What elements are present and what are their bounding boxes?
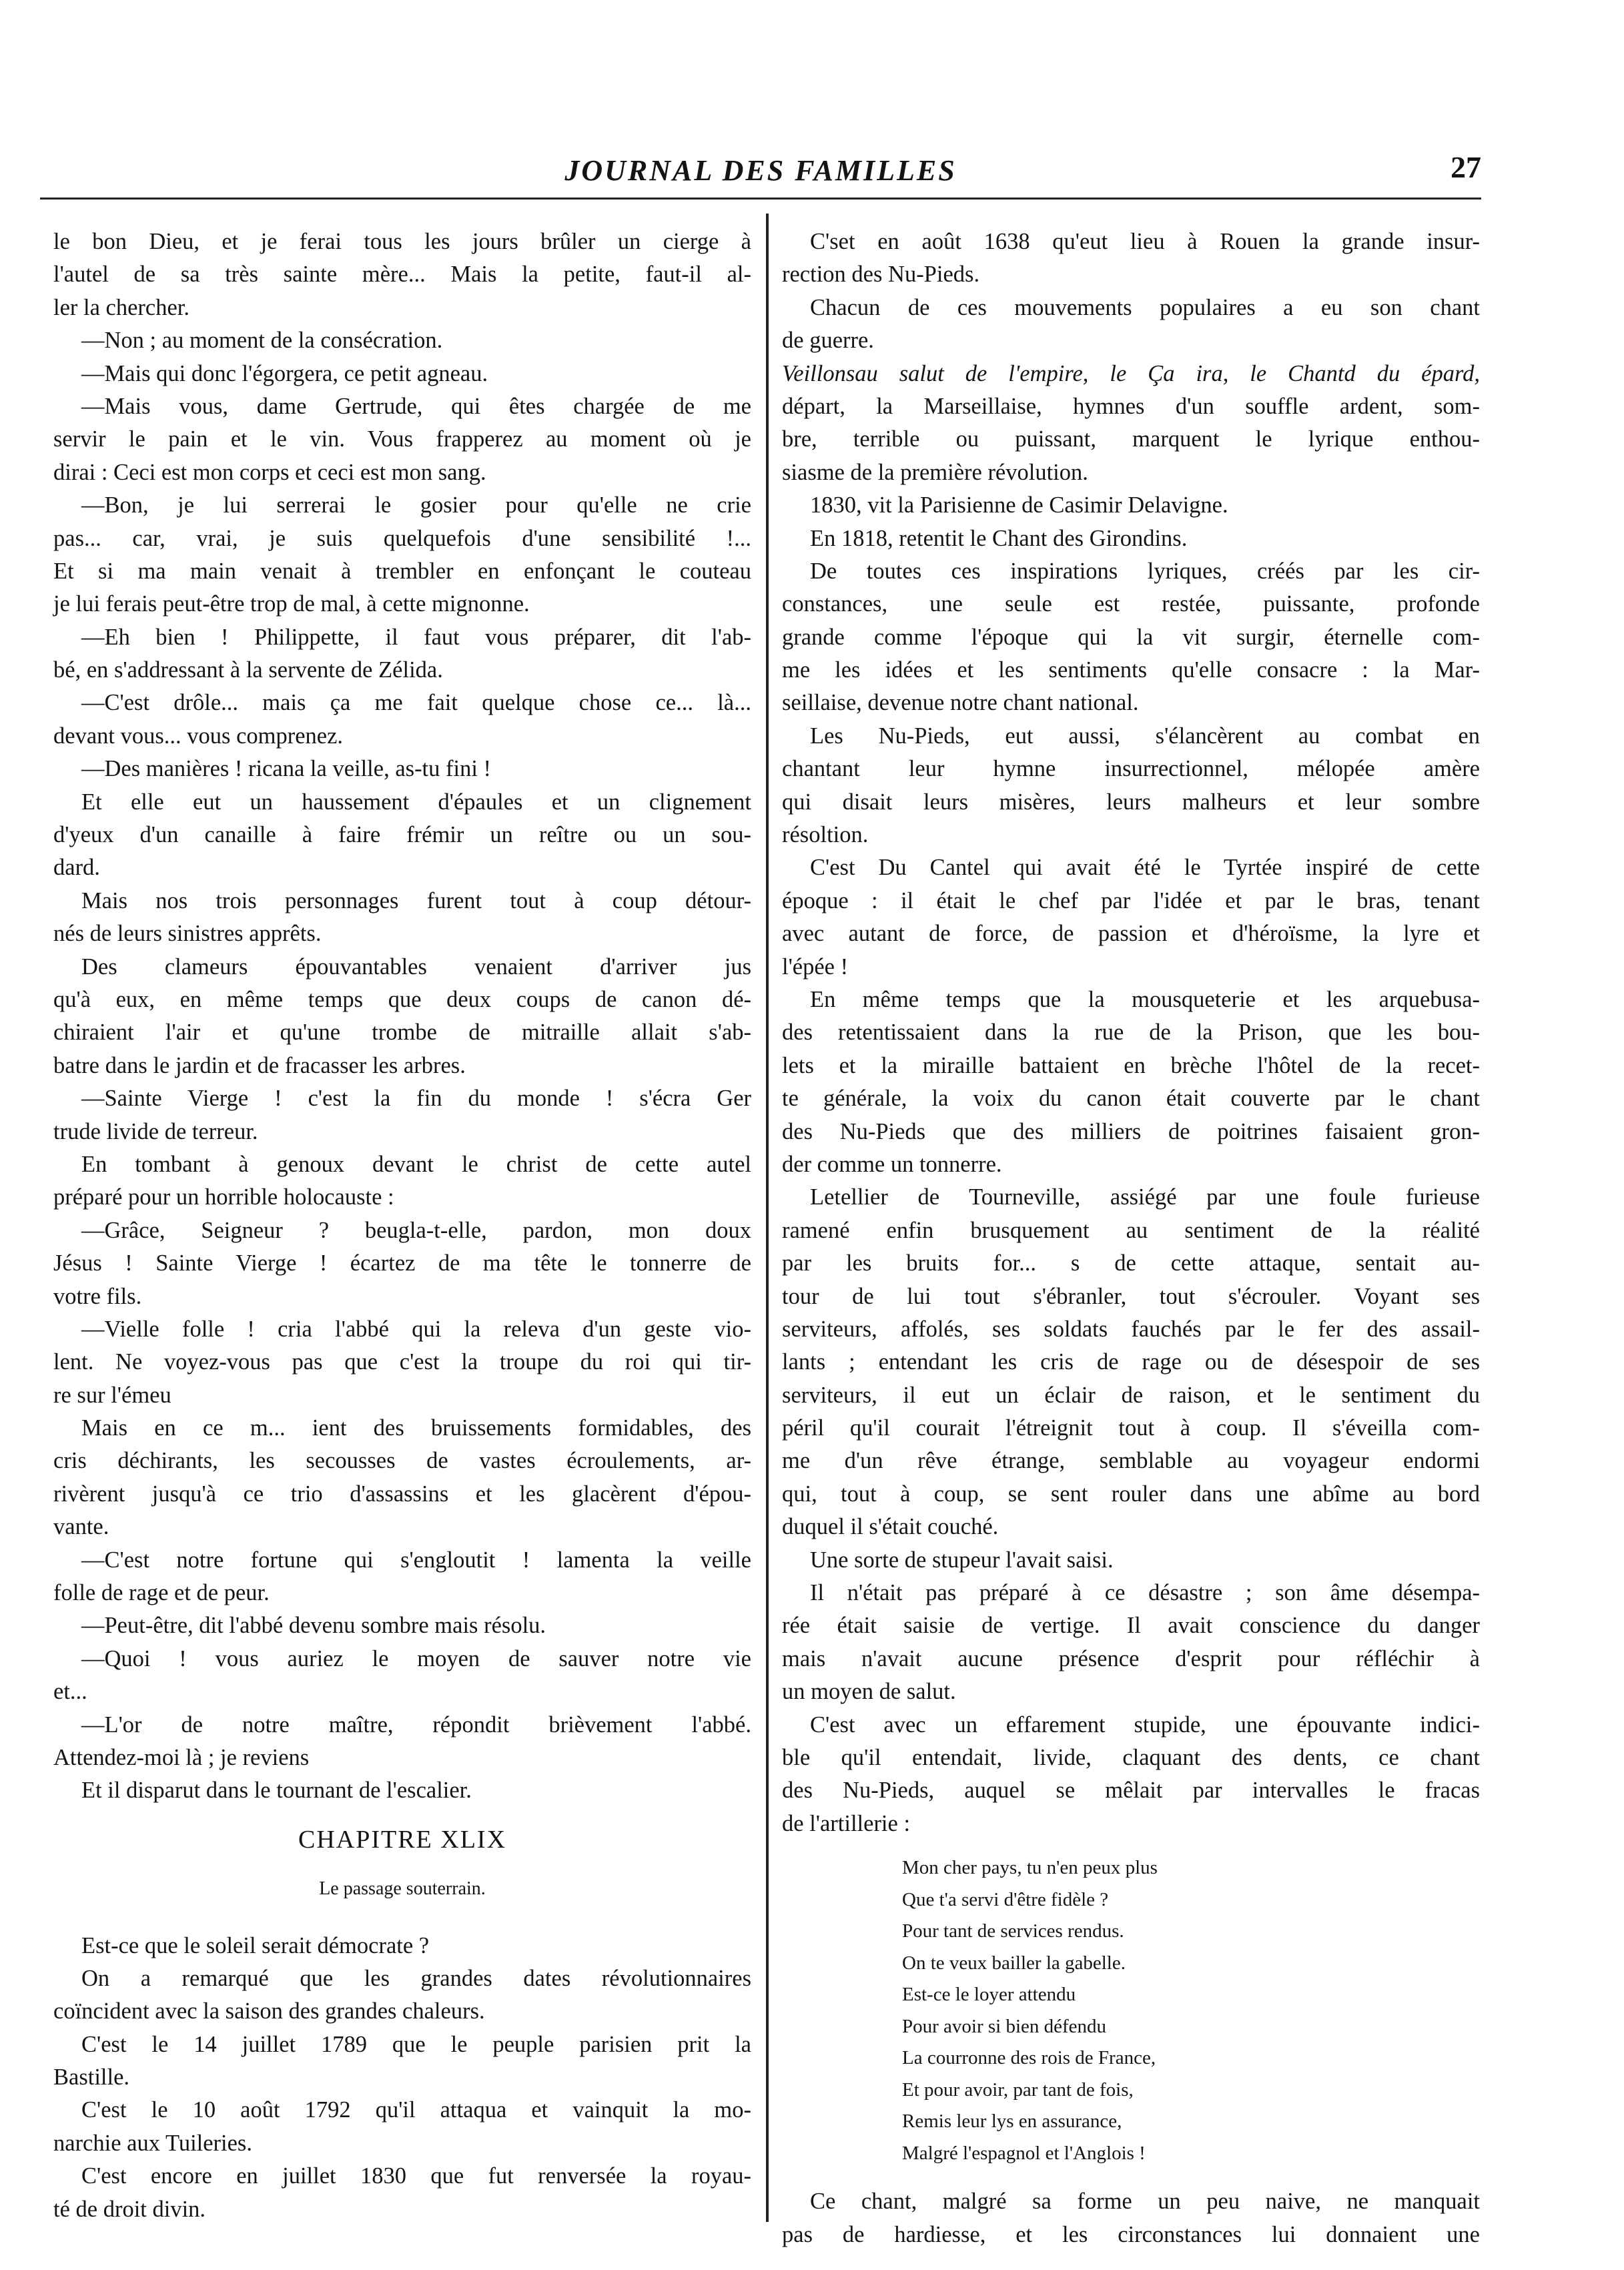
text-line: seillaise, devenue notre chant national.	[782, 690, 1139, 716]
chapter-subtitle: Le passage souterrain.	[319, 1878, 486, 1900]
text-line: rée était saisie de vertige. Il avait conscience du danger	[782, 1613, 1480, 1639]
text-line: rivèrent jusqu'à ce trio d'assassins et les glacèrent d'épou-	[53, 1481, 751, 1507]
text-line: me d'un rêve étrange, semblable au voyageur endormi	[782, 1448, 1480, 1474]
column-divider	[766, 214, 769, 2222]
right-column-continuation	[782, 2185, 1480, 2251]
text-line: batre dans le jardin et de fracasser les arbres.	[53, 1052, 466, 1078]
verse-line: Malgré l'espagnol et l'Anglois !	[902, 2142, 1146, 2164]
text-line: l'autel de sa très sainte mère... Mais la petite, faut-il al-	[53, 262, 751, 288]
text-line: bre, terrible ou puissant, marquent le lyrique enthou-	[782, 426, 1480, 452]
text-line: serviteurs, affolés, ses soldats fauchés par le fer des assail-	[782, 1316, 1480, 1342]
text-line: C'set en août 1638 qu'eut lieu à Rouen la grande insur-	[810, 229, 1480, 254]
text-line: de l'artillerie :	[782, 1810, 911, 1836]
text-line: pas... car, vrai, je suis quelquefois d'une sensibilité !...	[53, 525, 751, 551]
text-line: —Non ; au moment de la consécration.	[81, 328, 443, 354]
text-line: Letellier de Tourneville, assiégé par une foule furieuse	[810, 1184, 1480, 1210]
text-line: En tombant à genoux devant le christ de cette autel	[81, 1151, 751, 1177]
spacer	[53, 1808, 751, 1824]
text-line: Et si ma main venait à trembler en enfonçant le couteau	[53, 558, 751, 584]
text-line: C'est Du Cantel qui avait été le Tyrtée inspiré de cette	[810, 855, 1480, 881]
text-line: —C'est drôle... mais ça me fait quelque chose ce... là...	[81, 690, 751, 716]
spacer	[53, 1856, 751, 1872]
text-line: de guerre.	[782, 328, 874, 354]
text-line: préparé pour un horrible holocauste :	[53, 1184, 394, 1210]
verse-line: Mon cher pays, tu n'en peux plus	[902, 1857, 1158, 1879]
text-line: péril qu'il courait l'étreignit tout à coup. Il s'éveilla com-	[782, 1415, 1480, 1441]
text-line: résoltion.	[782, 822, 869, 848]
text-line: En même temps que la mousqueterie et les arquebusa-	[810, 986, 1480, 1012]
verse-line: Pour tant de services rendus.	[902, 1920, 1124, 1942]
text-line: vante.	[53, 1514, 109, 1540]
text-line: qui, tout à coup, se sent rouler dans une abîme au bord	[782, 1481, 1480, 1507]
text-line: un moyen de salut.	[782, 1679, 956, 1705]
text-line: je lui ferais peut-être trop de mal, à cette mignonne.	[53, 591, 530, 617]
text-line: Des clameurs épouvantables venaient d'arriver jus	[81, 954, 751, 980]
text-line: lants ; entendant les cris de rage ou de désespoir de ses	[782, 1349, 1480, 1375]
text-line: nés de leurs sinistres apprêts.	[53, 921, 322, 947]
text-line: 1830, vit la Parisienne de Casimir Delavigne.	[810, 492, 1228, 518]
text-line: lent. Ne voyez-vous pas que c'est la troupe du roi qui tir-	[53, 1349, 751, 1375]
verse-line: Est-ce le loyer attendu	[902, 1984, 1076, 2006]
text-line: époque : il était le chef par l'idée et par le bras, tenant	[782, 887, 1480, 913]
text-line: —Grâce, Seigneur ? beugla-t-elle, pardon, mon doux	[81, 1217, 751, 1243]
text-line: cris déchirants, les secousses de vastes écroulements, ar-	[53, 1448, 751, 1474]
text-line: me les idées et les sentiments qu'elle consacre : la Mar-	[782, 657, 1480, 683]
text-line: bé, en s'addressant à la servente de Zélida.	[53, 657, 443, 683]
text-line: chantant leur hymne insurrectionnel, mélopée amère	[782, 756, 1480, 782]
text-line: lets et la miraille battaient en brèche l'hôtel de la recet-	[782, 1052, 1480, 1078]
text-line: servir le pain et le vin. Vous frapperez au moment où je	[53, 426, 751, 452]
text-line: On a remarqué que les grandes dates révolutionnaires	[81, 1965, 751, 1991]
text-line: der comme un tonnerre.	[782, 1151, 1002, 1177]
text-line: —C'est notre fortune qui s'engloutit ! lamenta la veille	[81, 1547, 751, 1573]
right-column	[782, 226, 1480, 2251]
text-line: Chacun de ces mouvements populaires a eu son chant	[810, 294, 1480, 320]
text-line: C'est le 14 juillet 1789 que le peuple parisien prit la	[81, 2031, 751, 2057]
text-line: ble qu'il entendait, livide, claquant des dents, ce chant	[782, 1744, 1480, 1770]
text-line: duquel il s'était couché.	[782, 1514, 999, 1540]
text-line: coïncident avec la saison des grandes chaleurs.	[53, 1998, 485, 2024]
verse-line: On te veux bailler la gabelle.	[902, 1952, 1126, 1974]
text-line: —Bon, je lui serrerai le gosier pour qu'elle ne crie	[81, 492, 751, 518]
text-line: —Vielle folle ! cria l'abbé qui la releva d'un geste vio-	[81, 1316, 751, 1342]
text-line: —Mais qui donc l'égorgera, ce petit agneau.	[81, 360, 488, 386]
verse-line: Pour avoir si bien défendu	[902, 2015, 1107, 2037]
text-line: chiraient l'air et qu'une trombe de mitraille allait s'ab-	[53, 1020, 751, 1046]
text-line: des Nu-Pieds, auquel se mêlait par intervalles le fracas	[782, 1778, 1480, 1804]
text-line: —Mais vous, dame Gertrude, qui êtes chargée de me	[81, 393, 751, 419]
text-line: Et il disparut dans le tournant de l'escalier.	[81, 1778, 472, 1804]
text-line: constances, une seule est restée, puissante, profonde	[782, 591, 1480, 617]
text-line: ler la chercher.	[53, 294, 189, 320]
text-line: Est-ce que le soleil serait démocrate ?	[81, 1932, 430, 1958]
text-line: dirai : Ceci est mon corps et ceci est mon sang.	[53, 459, 486, 485]
text-line: Veillonsau salut de l'empire, le Ça ira, le Chantd du épard,	[782, 360, 1480, 386]
text-line: des Nu-Pieds que des milliers de poitrines faisaient gron-	[782, 1118, 1480, 1144]
text-line: Mais nos trois personnages furent tout à coup détour-	[81, 887, 751, 913]
text-line: —Quoi ! vous auriez le moyen de sauver notre vie	[81, 1645, 751, 1671]
verse-line: Que t'a servi d'être fidèle ?	[902, 1888, 1109, 1910]
text-line: —L'or de notre maître, répondit brièvement l'abbé.	[81, 1712, 751, 1738]
text-line: —Sainte Vierge ! c'est la fin du monde ! s'écra Ger	[81, 1086, 751, 1112]
header-rule	[40, 198, 1481, 200]
journal-title: JOURNAL DES FAMILLES	[564, 154, 957, 187]
text-line: —Peut-être, dit l'abbé devenu sombre mais résolu.	[81, 1613, 546, 1639]
text-line: —Eh bien ! Philippette, il faut vous préparer, dit l'ab-	[81, 624, 751, 650]
text-line: trude livide de terreur.	[53, 1118, 258, 1144]
text-line: des retentissaient dans la rue de la Prison, que les bou-	[782, 1020, 1480, 1046]
text-line: votre fils.	[53, 1283, 142, 1309]
text-line: narchie aux Tuileries.	[53, 2130, 252, 2156]
page-header	[40, 150, 1481, 194]
text-line: le bon Dieu, et je ferai tous les jours brûler un cierge à	[53, 229, 751, 254]
text-line: dard.	[53, 855, 100, 881]
text-line: ramené enfin brusquement au sentiment de la réalité	[782, 1217, 1480, 1243]
text-line: Les Nu-Pieds, eut aussi, s'élancèrent au combat en	[810, 723, 1480, 749]
verse-line: Et pour avoir, par tant de fois,	[902, 2078, 1134, 2101]
verse-line: Remis leur lys en assurance,	[902, 2111, 1122, 2133]
text-line: d'yeux d'un canaille à faire frémir un reître ou un sou-	[53, 822, 751, 848]
text-line: —Des manières ! ricana la veille, as-tu fini !	[81, 756, 492, 782]
text-line: avec autant de force, de passion et d'héroïsme, la lyre et	[782, 921, 1480, 947]
text-line: Il n'était pas préparé à ce désastre ; son âme désempa-	[810, 1580, 1480, 1606]
spacer	[53, 1906, 751, 1930]
text-line: grande comme l'époque qui la vit surgir, éternelle com-	[782, 624, 1480, 650]
text-line: qu'à eux, en même temps que deux coups de canon dé-	[53, 986, 751, 1012]
chapter-heading: CHAPITRE XLIX	[298, 1825, 507, 1854]
text-line: tour de lui tout s'ébranler, tout s'écrouler. Voyant ses	[782, 1283, 1480, 1309]
text-line: rection des Nu-Pieds.	[782, 262, 980, 288]
text-line: folle de rage et de peur.	[53, 1580, 270, 1606]
text-line: Mais en ce m... ient des bruissements formidables, des	[81, 1415, 751, 1441]
text-line: C'est le 10 août 1792 qu'il attaqua et vainquit la mo-	[81, 2097, 751, 2123]
text-line: Une sorte de stupeur l'avait saisi.	[810, 1547, 1114, 1573]
text-line: Attendez-moi là ; je reviens	[53, 1744, 310, 1770]
text-line: devant vous... vous comprenez.	[53, 723, 344, 749]
text-line: En 1818, retentit le Chant des Girondins.	[810, 525, 1188, 551]
text-line: pas de hardiesse, et les circonstances lui donnaient une	[782, 2221, 1480, 2247]
text-line: départ, la Marseillaise, hymnes d'un souffle ardent, som-	[782, 393, 1480, 419]
page-number: 27	[1451, 150, 1481, 184]
text-line: De toutes ces inspirations lyriques, créés par les cir-	[810, 558, 1480, 584]
verse-line: La courronne des rois de France,	[902, 2047, 1156, 2069]
text-line: te générale, la voix du canon était couverte par le chant	[782, 1086, 1480, 1112]
text-line: Jésus ! Sainte Vierge ! écartez de ma tête le tonnerre de	[53, 1250, 751, 1276]
text-line: et...	[53, 1679, 87, 1705]
left-column	[53, 226, 751, 2226]
text-line: té de droit divin.	[53, 2196, 206, 2222]
text-line: serviteurs, il eut un éclair de raison, et le sentiment du	[782, 1382, 1480, 1408]
text-line: Et elle eut un haussement d'épaules et un clignement	[81, 789, 751, 815]
text-line: Bastille.	[53, 2064, 130, 2091]
text-line: l'épée !	[782, 954, 849, 980]
song-verse	[782, 1852, 1480, 2169]
text-line: mais n'avait aucune présence d'esprit pour réfléchir à	[782, 1645, 1480, 1671]
text-line: qui disait leurs misères, leurs malheurs et leur sombre	[782, 789, 1480, 815]
text-line: siasme de la première révolution.	[782, 459, 1088, 485]
text-line: re sur l'émeu	[53, 1382, 171, 1408]
text-line: Ce chant, malgré sa forme un peu naive, ne manquait	[810, 2189, 1480, 2215]
text-line: par les bruits for... s de cette attaque, sentait au-	[782, 1250, 1480, 1276]
text-line: C'est avec un effarement stupide, une épouvante indici-	[810, 1712, 1480, 1738]
text-line: C'est encore en juillet 1830 que fut renversée la royau-	[81, 2163, 751, 2189]
right-column-text	[782, 226, 1480, 1840]
